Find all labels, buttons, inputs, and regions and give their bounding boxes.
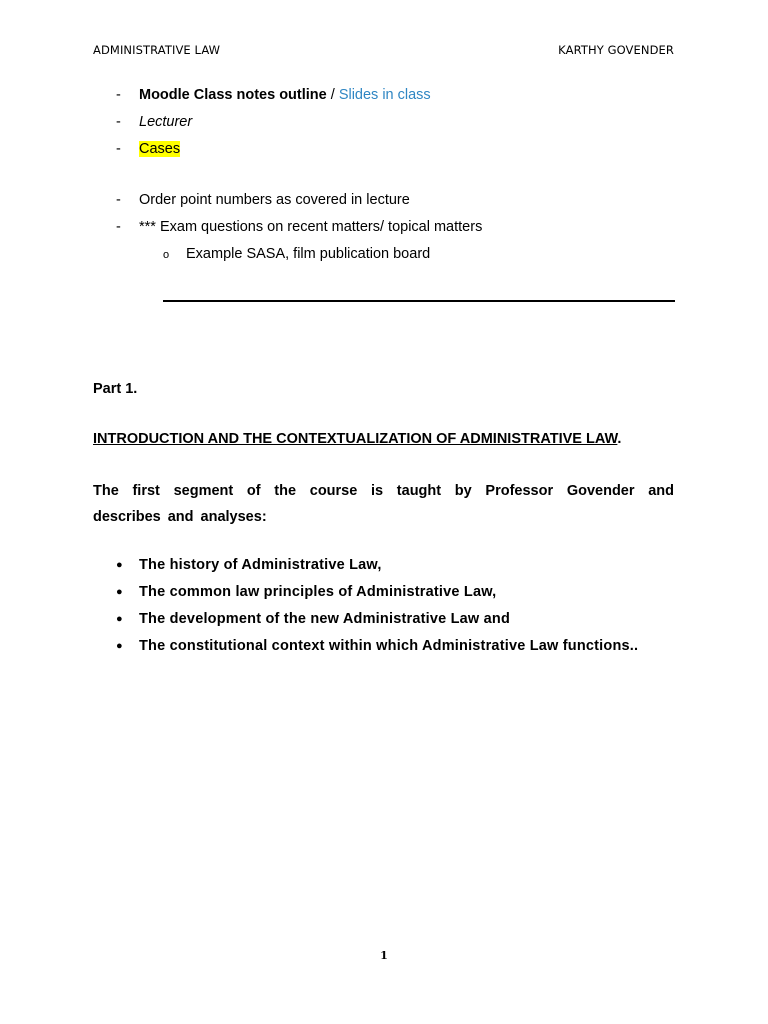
- page-header: [93, 43, 674, 59]
- slides-in-class-link[interactable]: Slides in class: [338, 87, 431, 103]
- circle-bullet-icon: o: [163, 249, 170, 261]
- topic-text: The common law principles of Administrative Law,: [139, 584, 497, 600]
- section-title: [93, 431, 621, 447]
- dash-bullet: -: [116, 87, 121, 103]
- note-exam-text: *** Exam questions on recent matters/ topical matters: [139, 219, 483, 235]
- horizontal-divider: [163, 300, 675, 302]
- note-cases-highlight: Cases: [139, 141, 181, 157]
- dash-bullet: -: [116, 141, 121, 157]
- note-separator: /: [326, 87, 339, 103]
- topic-text: The history of Administrative Law,: [139, 557, 382, 573]
- note-subitem-example: [163, 246, 430, 262]
- note-item-moodle: [116, 87, 431, 103]
- note-lecturer-label: Lecturer: [139, 114, 193, 130]
- note-example-text: Example SASA, film publication board: [186, 246, 431, 262]
- topic-list-item: [116, 638, 638, 654]
- bullet-dot-icon: ●: [116, 559, 123, 571]
- note-item-exam: [116, 219, 482, 235]
- section-title-text: INTRODUCTION AND THE CONTEXTUALIZATION OF ADMINISTRATIVE LAW: [93, 431, 618, 447]
- topic-text: The development of the new Administrative Law and: [139, 611, 511, 627]
- topic-list-item: [116, 584, 496, 600]
- header-author: KARTHY GOVENDER: [558, 43, 674, 57]
- dash-bullet: -: [116, 114, 121, 130]
- note-order-text: Order point numbers as covered in lecture: [139, 192, 410, 208]
- note-item-order: [116, 192, 410, 208]
- bullet-dot-icon: ●: [116, 640, 123, 652]
- dash-bullet: -: [116, 219, 121, 235]
- part-heading: Part 1.: [93, 381, 138, 397]
- intro-paragraph: The first segment of the course is taught by Professor Govender and describes and analyses:: [93, 483, 674, 525]
- dash-bullet: -: [116, 192, 121, 208]
- note-item-lecturer: [116, 114, 192, 130]
- topic-text: The constitutional context within which Administrative Law functions..: [139, 638, 639, 654]
- note-moodle-label: Moodle Class notes outline: [139, 87, 327, 103]
- section-title-period: .: [617, 431, 622, 447]
- bullet-dot-icon: ●: [116, 586, 123, 598]
- bullet-dot-icon: ●: [116, 613, 123, 625]
- topic-list-item: [116, 557, 382, 573]
- note-item-cases: [116, 141, 180, 157]
- topic-list-item: [116, 611, 510, 627]
- page-number: 1: [380, 949, 388, 962]
- header-course-title: ADMINISTRATIVE LAW: [93, 43, 221, 57]
